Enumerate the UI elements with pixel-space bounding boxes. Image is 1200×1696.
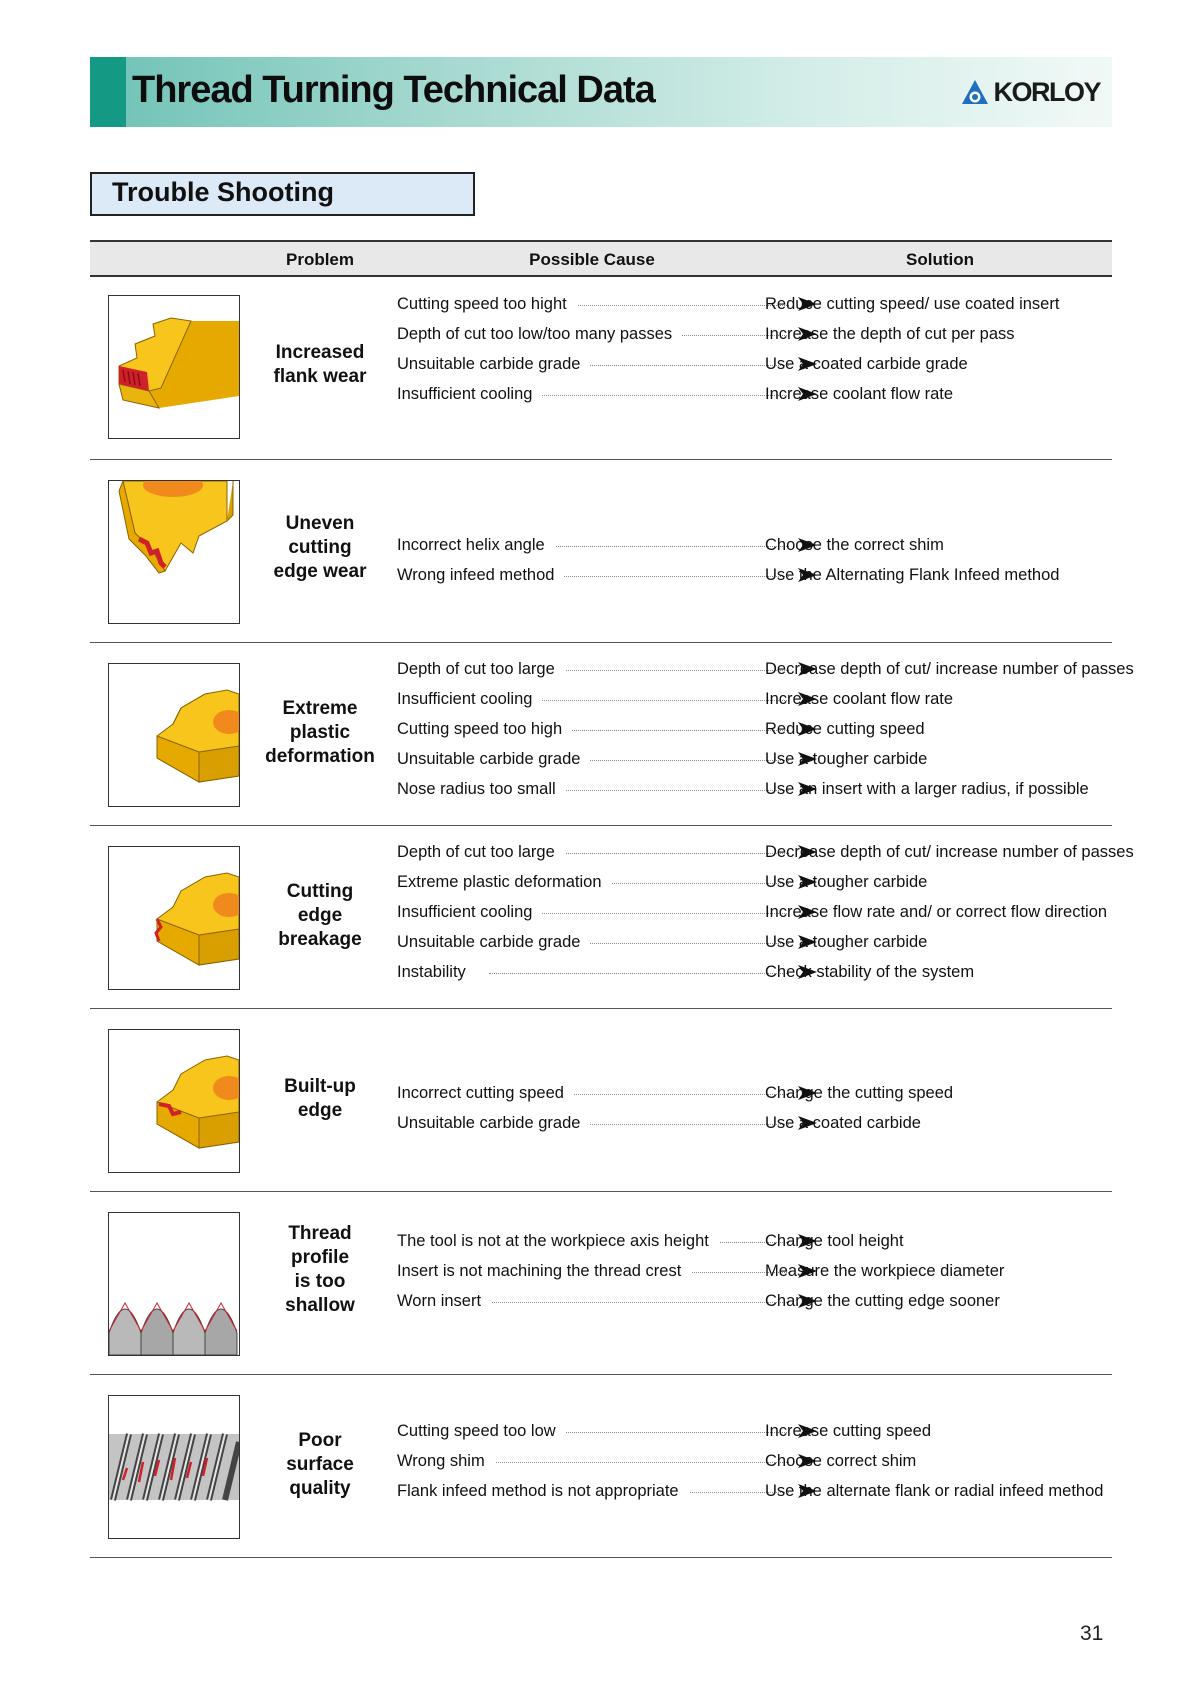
problem-label [240, 1429, 400, 1501]
cause-text: The tool is not at the workpiece axis height [397, 1229, 719, 1253]
cause-text: Incorrect helix angle [397, 533, 555, 557]
solution-line: Reduce cutting speed/ use coated insert [765, 295, 1060, 313]
cause-line [397, 657, 817, 681]
problem-label [240, 880, 400, 952]
problem-line: Built-up [284, 1076, 356, 1097]
cause-line [397, 900, 817, 924]
cause-text: Unsuitable carbide grade [397, 930, 590, 954]
problem-line: Uneven [285, 513, 355, 534]
problem-label [240, 1222, 400, 1318]
solution-line: Decrease depth of cut/ increase number of passes [765, 843, 1134, 861]
solution-line: Check stability of the system [765, 963, 975, 981]
cause-line [397, 1111, 817, 1135]
dotted-leader [489, 973, 789, 974]
cause-line [397, 687, 817, 711]
shallow-thread-illustration [108, 1212, 240, 1356]
page-number: 31 [1080, 1622, 1104, 1645]
built-up-edge-illustration [108, 1029, 240, 1173]
problem-line: flank wear [273, 366, 367, 387]
solution-line: Choose correct shim [765, 1452, 917, 1470]
cause-text: Unsuitable carbide grade [397, 352, 590, 376]
table-row [90, 277, 1112, 460]
cause-text: Wrong infeed method [397, 563, 564, 587]
cause-line [397, 1419, 817, 1443]
solution-line: Reduce cutting speed [765, 720, 925, 738]
problem-line: edge [297, 1100, 343, 1121]
solution-line: Use the Alternating Flank Infeed method [765, 566, 1060, 584]
problem-line: Cutting [286, 881, 354, 902]
cause-text: Depth of cut too large [397, 840, 565, 864]
cause-line [397, 870, 817, 894]
cause-line [397, 352, 817, 376]
cause-text: Extreme plastic deformation [397, 870, 612, 894]
dotted-leader [489, 1462, 789, 1463]
problem-label [240, 512, 400, 584]
cause-text: Wrong shim [397, 1449, 495, 1473]
cause-text: Insufficient cooling [397, 382, 542, 406]
problem-line: Poor [298, 1430, 342, 1451]
cause-text: Depth of cut too low/too many passes [397, 322, 682, 346]
problem-line: quality [289, 1478, 351, 1499]
cause-line [397, 533, 817, 557]
cause-text: Cutting speed too high [397, 717, 572, 741]
table-row [90, 1192, 1112, 1375]
brand-name: KORLOY [993, 77, 1100, 107]
table-row [90, 1009, 1112, 1192]
dotted-leader [489, 1302, 789, 1303]
cause-line [397, 1449, 817, 1473]
cause-text: Cutting speed too hight [397, 292, 577, 316]
table-row [90, 826, 1134, 1009]
cause-line [397, 1081, 817, 1105]
cause-line [397, 1479, 817, 1503]
cause-text: Instability [397, 960, 476, 984]
solution-line: Increase cutting speed [765, 1422, 932, 1440]
cause-line [397, 382, 817, 406]
solution-line: Change tool height [765, 1232, 904, 1250]
solution-line: Increase coolant flow rate [765, 690, 954, 708]
column-header-cause: Possible Cause [529, 250, 655, 269]
cause-line [397, 563, 817, 587]
table-row [90, 643, 1134, 826]
solution-line: Use a coated carbide [765, 1114, 921, 1132]
solution-line: Use a tougher carbide [765, 933, 928, 951]
problem-line: shallow [285, 1295, 355, 1316]
solution-line: Choose the correct shim [765, 536, 944, 554]
problem-line: Increased [275, 342, 365, 363]
solution-line: Use a tougher carbide [765, 873, 928, 891]
cause-text: Unsuitable carbide grade [397, 1111, 590, 1135]
cause-text: Depth of cut too large [397, 657, 565, 681]
solution-line: Decrease depth of cut/ increase number of passes [765, 660, 1134, 678]
cause-text: Nose radius too small [397, 777, 566, 801]
table-row [90, 1375, 1112, 1558]
cause-line [397, 1289, 817, 1313]
problem-line: surface [286, 1454, 354, 1475]
problem-label [240, 1075, 400, 1123]
problem-line: plastic [289, 722, 351, 743]
table-row [90, 460, 1112, 643]
cause-line [397, 322, 817, 346]
problem-label [240, 697, 400, 769]
solution-line: Use an insert with a larger radius, if possible [765, 780, 1089, 798]
plastic-deformation-illustration [108, 663, 240, 807]
problem-label [240, 341, 400, 389]
section-title: Trouble Shooting [90, 172, 475, 216]
solution-line: Use a coated carbide grade [765, 355, 968, 373]
problem-line: edge wear [273, 561, 367, 582]
cause-line [397, 840, 817, 864]
page-title: Thread Turning Technical Data [132, 69, 655, 111]
solution-line: Measure the workpiece diameter [765, 1262, 1005, 1280]
table-header [90, 240, 1112, 277]
column-header-problem: Problem [285, 250, 355, 269]
edge-breakage-illustration [108, 846, 240, 990]
cause-text: Unsuitable carbide grade [397, 747, 590, 771]
solution-line: Use the alternate flank or radial infeed method [765, 1482, 1104, 1500]
solution-line: Change the cutting edge sooner [765, 1292, 1000, 1310]
banner-accent-strip [90, 57, 126, 127]
solution-line: Increase flow rate and/ or correct flow direction [765, 903, 1108, 921]
problem-line: deformation [265, 746, 375, 767]
cause-line [397, 930, 817, 954]
solution-line: Increase coolant flow rate [765, 385, 954, 403]
header-banner [90, 57, 1112, 127]
cause-line [397, 1259, 817, 1283]
solution-line: Increase the depth of cut per pass [765, 325, 1015, 343]
cause-line [397, 717, 817, 741]
problem-line: is too [294, 1271, 346, 1292]
cause-line [397, 960, 817, 984]
problem-line: Extreme [282, 698, 358, 719]
problem-line: Thread [288, 1223, 352, 1244]
problem-line: cutting [288, 537, 352, 558]
problem-line: breakage [278, 929, 362, 950]
cause-text: Cutting speed too low [397, 1419, 566, 1443]
poor-surface-illustration [108, 1395, 240, 1539]
cause-text: Worn insert [397, 1289, 491, 1313]
solution-line: Change the cutting speed [765, 1084, 954, 1102]
solution-line: Use a tougher carbide [765, 750, 928, 768]
cause-line [397, 777, 817, 801]
cause-text: Flank infeed method is not appropriate [397, 1479, 689, 1503]
flank-wear-illustration [108, 295, 240, 439]
cause-line [397, 747, 817, 771]
problem-line: profile [290, 1247, 350, 1268]
cause-text: Incorrect cutting speed [397, 1081, 574, 1105]
cause-text: Insufficient cooling [397, 687, 542, 711]
cause-text: Insufficient cooling [397, 900, 542, 924]
cause-line [397, 292, 817, 316]
korloy-logo-icon [960, 78, 990, 108]
brand-logo [960, 77, 1100, 108]
cause-text: Insert is not machining the thread crest [397, 1259, 691, 1283]
problem-line: edge [297, 905, 343, 926]
column-header-solution: Solution [906, 250, 974, 269]
uneven-edge-wear-illustration [108, 480, 240, 624]
cause-line [397, 1229, 817, 1253]
